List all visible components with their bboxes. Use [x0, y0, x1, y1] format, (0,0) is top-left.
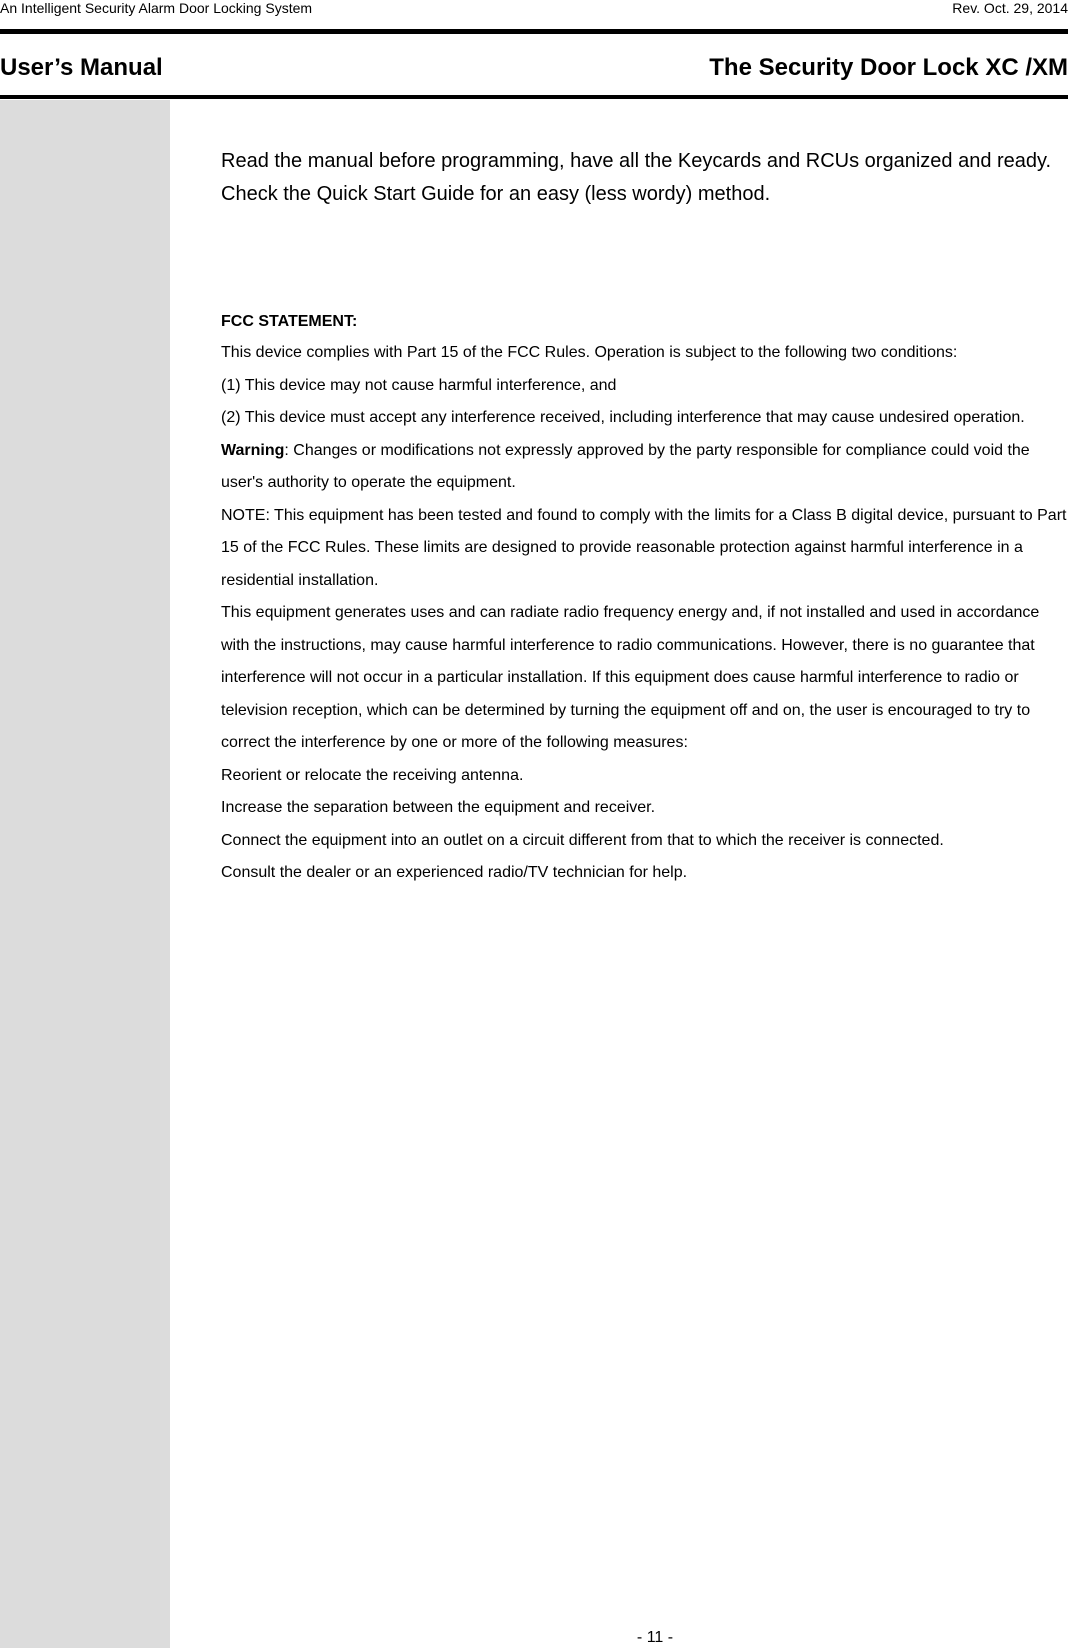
fcc-generates: This equipment generates uses and can radiate radio frequency energy and, if not installed and used in accordance with the instructions, may cause harmful interference to radio communications. However, there is no guarantee that interference will not occur in a particular installation. If this equipment does cause harmful interference to radio or television reception, which can be determined by turning the equipment off and on, the user is encouraged to try to correct the interference by one or more of the following measures: — [221, 604, 1040, 751]
fcc-note: NOTE: This equipment has been tested and found to comply with the limits for a Class B digital device, pursuant to Part 15 of the FCC Rules. These limits are designed to provide reasonable protection against harmful interference in a residential installation. — [221, 506, 1067, 589]
fcc-condition-1: (1) This device may not cause harmful interference, and — [221, 376, 617, 394]
running-header — [0, 0, 1068, 18]
fcc-statement — [221, 307, 1071, 890]
fcc-compliance: This device complies with Part 15 of the FCC Rules. Operation is subject to the following two conditions: — [221, 344, 958, 361]
fcc-measure-3: Connect the equipment into an outlet on a circuit different from that to which the receiver is connected. — [221, 831, 944, 849]
header-rule-bottom — [0, 95, 1068, 99]
fcc-warning — [221, 435, 1071, 500]
intro-paragraph: Read the manual before programming, have all the Keycards and RCUs organized and ready. — [221, 150, 1052, 172]
fcc-measure-2: Increase the separation between the equipment and receiver. — [221, 799, 656, 816]
quick-start-paragraph: Check the Quick Start Guide for an easy (less wordy) method. — [221, 183, 771, 205]
page-number: - 11 - — [636, 1629, 674, 1646]
fcc-measure-1: Reorient or relocate the receiving antenna. — [221, 766, 524, 784]
manual-label: User’s Manual — [0, 54, 163, 81]
header-rule-top — [0, 29, 1068, 34]
product-title: The Security Door Lock XC /XM — [709, 54, 1068, 81]
fcc-heading: FCC STATEMENT: — [221, 313, 358, 330]
fcc-measure-4: Consult the dealer or an experienced radio/TV technician for help. — [221, 864, 688, 881]
intro-section — [221, 145, 1071, 211]
warning-text: : Changes or modifications not expressly approved by the party responsible for compliance could void the user's authority to operate the equipment. — [221, 441, 1030, 491]
title-bar — [0, 52, 1068, 84]
sidebar-shade — [0, 100, 170, 1648]
fcc-condition-2: (2) This device must accept any interference received, including interference that may cause undesired operation. — [221, 409, 1025, 426]
warning-label: Warning — [221, 441, 285, 459]
document-title: An Intelligent Security Alarm Door Locking System — [0, 0, 313, 16]
revision-date: Rev. Oct. 29, 2014 — [952, 0, 1068, 16]
